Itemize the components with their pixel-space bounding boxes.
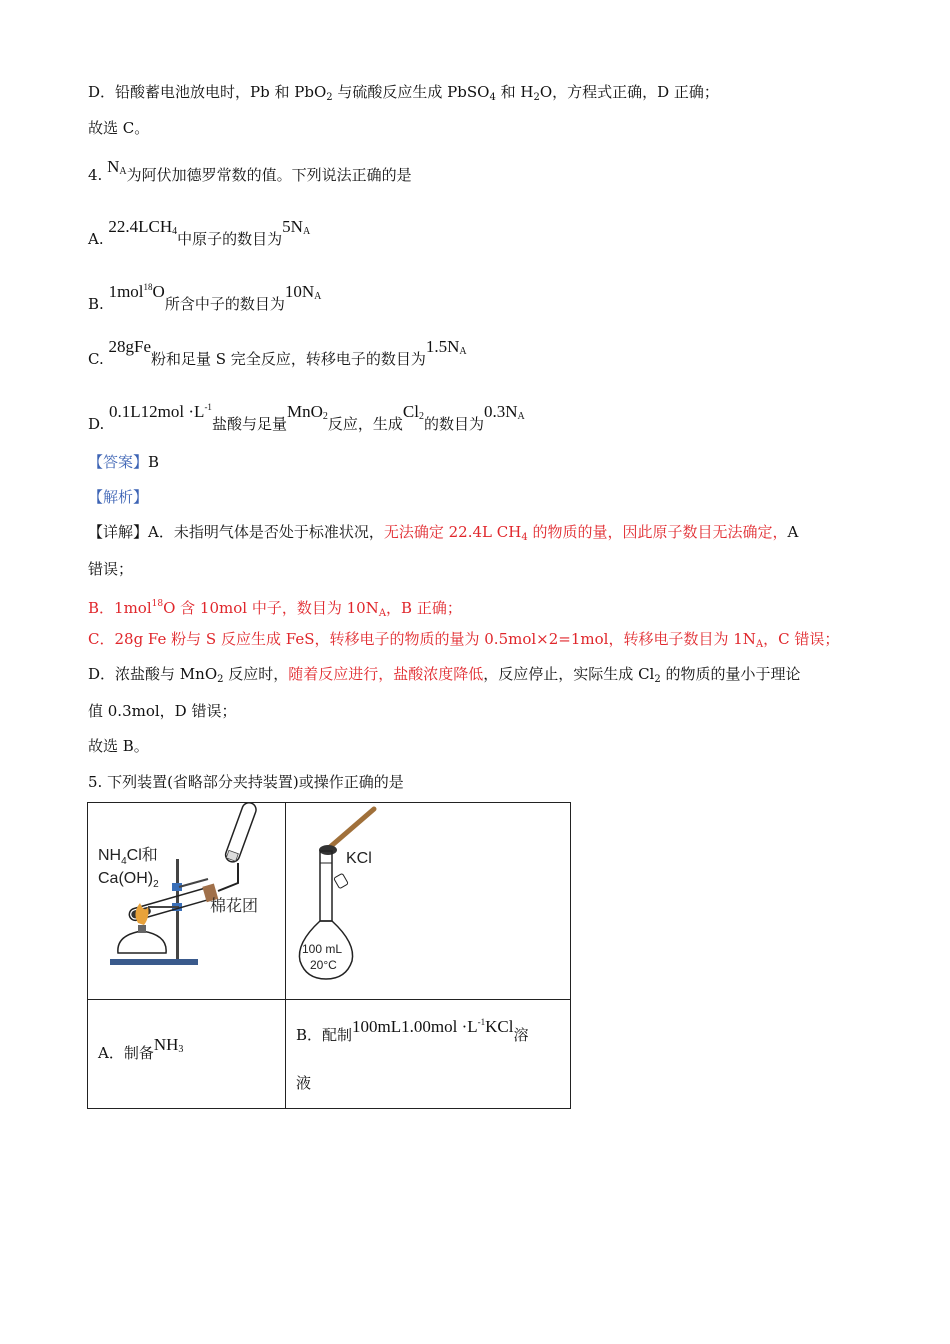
q4-na-symbol: $N_A$ xyxy=(107,157,127,177)
q4-detail-c: C．28g Fe 粉与 S 反应生成 FeS，转移电子的物质的量为 0.5mol×2=1mol，转移电子数目为 $1N_A$，C 错误； xyxy=(88,630,840,650)
flask-neck xyxy=(320,851,332,921)
q5-caption-a: A．制备$NH_3$ xyxy=(88,1000,286,1109)
q5-figure-a-cell xyxy=(88,803,286,1000)
q5-figure-a-apparatus xyxy=(88,803,285,999)
fig-a-label-line2: $Ca(OH)_2$ xyxy=(98,870,159,890)
fig-a-label-line1: $NH_4Cl$和 xyxy=(98,847,158,867)
q5-stem: 5. 下列装置(省略部分夹持装置)或操作正确的是 xyxy=(88,773,404,791)
q3-conclusion: 故选 C。 xyxy=(88,119,150,137)
q4-detail-d-cont: 值 0.3mol，D 错误； xyxy=(88,702,237,720)
stopper xyxy=(334,873,349,888)
q4-option-a: A. $22.4LCH_4$中原子的数目为$5N_A$ xyxy=(88,217,311,248)
q5-caption-b: B．配制$100mL1.00mol \cdot L^{-1}KCl$溶 液 xyxy=(286,1000,571,1109)
spoon-handle xyxy=(330,809,374,847)
alcohol-lamp xyxy=(118,931,166,953)
q3-option-d-explanation: D．铅酸蓄电池放电时，Pb 和 PbO$_2$ 与硫酸反应生成 PbSO$_4$ 和 $H_2O$，方程式正确，D 正确； xyxy=(88,83,719,103)
q5-figure-b-cell xyxy=(286,803,571,1000)
q4-answer: 【答案】B xyxy=(88,453,160,471)
stand-base xyxy=(110,959,198,965)
q4-detail-d: D．浓盐酸与 MnO$_2$ 反应时，随着反应进行，盐酸浓度降低，反应停止，实际生成 $Cl_2$ 的物质的量小于理论 xyxy=(88,665,801,685)
q4-detail-b: B．1mol$^{18}$O 含 10mol 中子，数目为 $10N_A$，B 正确； xyxy=(88,599,462,619)
q4-option-c: C. 28gFe粉和足量 S 完全反应，转移电子的数目为$1.5N_A$ xyxy=(88,337,467,368)
spoon-bowl xyxy=(319,845,337,855)
q4-conclusion: 故选 B。 xyxy=(88,737,149,755)
fig-b-label-kcl: KCl xyxy=(346,850,372,867)
q4-detail-a: 【详解】A．未指明气体是否处于标准状况，无法确定 22.4L $CH_4$ 的物质的量，因此原子数目无法确定，A xyxy=(88,523,799,543)
fig-a-label-cotton: 棉花团 xyxy=(210,898,259,915)
collecting-tube xyxy=(224,803,258,864)
fig-b-label-temp: 20°C xyxy=(310,958,337,972)
fig-b-label-volume: 100 mL xyxy=(302,942,343,956)
q4-option-d: D. $0.1L12mol \cdot L^{-1}$盐酸与足量MnO$_2$反应，生成$Cl_2$的数目为$0.3N_A$ xyxy=(88,402,525,433)
q4-option-b: B. 1mol$^{18}$O所含中子的数目为$10N_A$ xyxy=(88,282,322,313)
q5-options-table xyxy=(87,802,571,1109)
q4-detail-a-cont: 错误； xyxy=(88,560,134,578)
q4-analysis-tag: 【解析】 xyxy=(88,488,149,506)
q4-stem: 4. $N_A$为阿伏加德罗常数的值。下列说法正确的是 xyxy=(88,157,412,184)
q5-figure-b-volumetric-flask xyxy=(286,803,570,999)
